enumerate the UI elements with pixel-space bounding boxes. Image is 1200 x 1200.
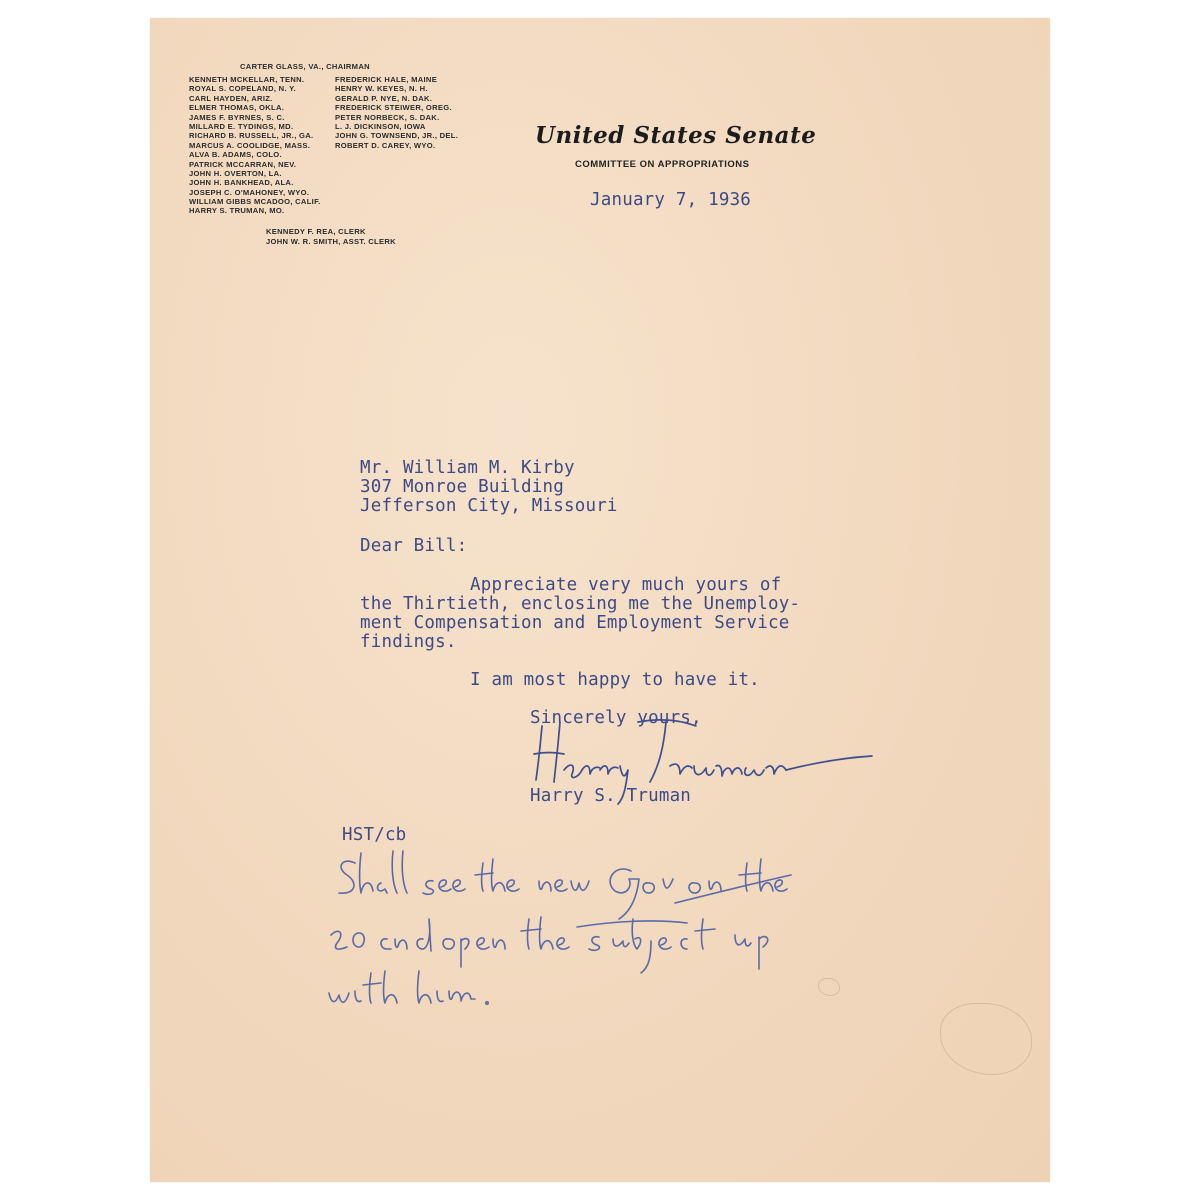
closing-line: I am most happy to have it. xyxy=(470,670,760,690)
member-name: MILLARD E. TYDINGS, MD. xyxy=(189,121,294,131)
member-name: RICHARD B. RUSSELL, JR., GA. xyxy=(189,131,314,141)
letterhead-chairman: CARTER GLASS, VA., CHAIRMAN xyxy=(240,62,370,71)
member-name: MARCUS A. COOLIDGE, MASS. xyxy=(189,140,311,150)
body-line: findings. xyxy=(360,632,457,652)
member-name: ALVA B. ADAMS, COLO. xyxy=(189,150,282,160)
typist-initials: HST/cb xyxy=(342,825,407,845)
member-name: GERALD P. NYE, N. DAK. xyxy=(335,93,433,103)
letter-page xyxy=(150,18,1050,1182)
member-name: JAMES F. BYRNES, S. C. xyxy=(189,112,285,122)
senate-title: United States Senate xyxy=(535,122,817,149)
letterhead-members-right xyxy=(335,75,458,150)
letterhead-members-left xyxy=(189,75,321,216)
member-name: HENRY W. KEYES, N. H. xyxy=(335,84,428,94)
handwritten-note xyxy=(315,823,955,1023)
salutation: Dear Bill: xyxy=(360,536,468,556)
valediction: Sincerely yours, xyxy=(530,708,702,728)
body-line: ment Compensation and Employment Service xyxy=(360,613,790,633)
paper-stain xyxy=(818,978,840,996)
member-name: PETER NORBECK, S. DAK. xyxy=(335,112,440,122)
address-line: 307 Monroe Building xyxy=(360,477,564,497)
address-line: Jefferson City, Missouri xyxy=(360,496,618,516)
signer-name: Harry S. Truman xyxy=(530,786,692,806)
member-name: FREDERICK STEIWER, OREG. xyxy=(335,103,452,113)
member-name: WILLIAM GIBBS MCADOO, CALIF. xyxy=(189,197,321,207)
member-name: ELMER THOMAS, OKLA. xyxy=(189,103,285,113)
letterhead-clerk: KENNEDY F. REA, CLERK xyxy=(266,227,366,236)
body-line: the Thirtieth, enclosing me the Unemploy- xyxy=(360,594,801,614)
address-line: Mr. William M. Kirby xyxy=(360,458,575,478)
member-name: ROYAL S. COPELAND, N. Y. xyxy=(189,84,297,94)
member-name: CARL HAYDEN, ARIZ. xyxy=(189,93,273,103)
member-name: JOSEPH C. O'MAHONEY, WYO. xyxy=(189,187,310,197)
member-name: ROBERT D. CAREY, WYO. xyxy=(335,140,436,150)
letterhead-asst-clerk: JOHN W. R. SMITH, ASST. CLERK xyxy=(266,237,396,246)
committee-name: COMMITTEE ON APPROPRIATIONS xyxy=(575,159,750,170)
paper-stain xyxy=(940,1003,1032,1075)
handwriting-icon xyxy=(315,823,955,1023)
body-line: Appreciate very much yours of xyxy=(470,575,782,595)
member-name: KENNETH MCKELLAR, TENN. xyxy=(189,75,305,84)
member-name: JOHN H. OVERTON, LA. xyxy=(189,168,282,178)
member-name: JOHN G. TOWNSEND, JR., DEL. xyxy=(335,131,459,141)
member-name: PATRICK MCCARRAN, NEV. xyxy=(189,159,297,169)
member-name: JOHN H. BANKHEAD, ALA. xyxy=(189,178,294,188)
member-name: FREDERICK HALE, MAINE xyxy=(335,75,438,84)
letter-date: January 7, 1936 xyxy=(590,190,752,210)
member-name: HARRY S. TRUMAN, MO. xyxy=(189,206,285,216)
member-name: L. J. DICKINSON, IOWA xyxy=(335,121,426,131)
